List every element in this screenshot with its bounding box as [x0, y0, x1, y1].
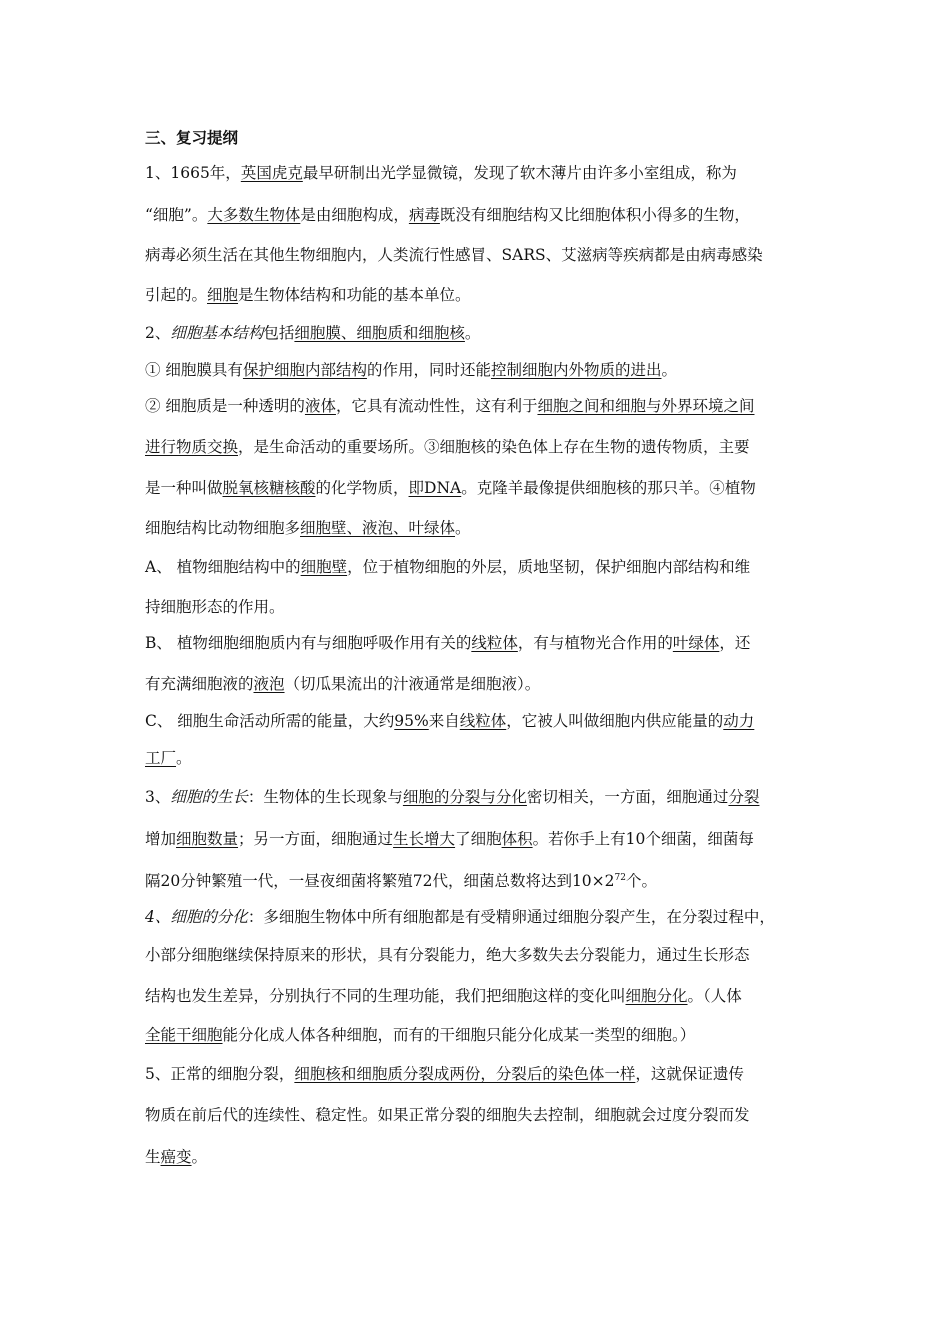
text-line — [145, 871, 657, 891]
text-segment: 增加 — [145, 830, 177, 848]
text-line — [145, 1147, 207, 1167]
underlined-term: 即DNA — [408, 479, 462, 497]
text-segment: ；另一方面，细胞通过 — [238, 830, 394, 848]
text-line — [145, 787, 759, 807]
text-segment: 。 — [464, 324, 481, 342]
text-segment: ：生物体的生长现象与 — [247, 788, 403, 806]
text-line — [145, 245, 763, 265]
underlined-term: 细胞 — [207, 286, 239, 304]
underlined-term: 保护细胞内部结构 — [242, 361, 367, 379]
text-segment: 3、 — [145, 788, 171, 806]
text-line — [145, 1105, 750, 1125]
underlined-term: 全能干细胞 — [145, 1026, 223, 1044]
text-line — [145, 396, 754, 416]
text-line — [145, 360, 677, 380]
text-segment: 个。 — [625, 872, 657, 890]
underlined-term: 体积 — [501, 830, 533, 848]
text-segment: 结构也发生差异，分别执行不同的生理功能，我们把细胞这样的变化叫 — [145, 987, 626, 1005]
text-line — [145, 437, 750, 457]
underlined-term: 脱氧核糖核酸 — [222, 479, 316, 497]
italic-term: 细胞基本结构 — [170, 324, 264, 342]
underlined-term: 线粒体 — [471, 634, 518, 652]
text-segment: ，还 — [719, 634, 751, 652]
text-segment: ，有与植物光合作用的 — [517, 634, 673, 652]
underlined-term: 细胞分化 — [625, 987, 688, 1005]
text-segment: 。 — [176, 749, 192, 767]
underlined-term: 生长增大 — [393, 830, 456, 848]
underlined-term: 病毒 — [408, 206, 440, 224]
underlined-term: 细胞之间和细胞与外界环境之间 — [537, 397, 755, 415]
text-segment: ② 细胞质是一种透明的 — [145, 397, 305, 415]
text-segment: ，它具有流动性性，这有利于 — [335, 397, 538, 415]
text-segment: 小部分细胞继续保持原来的形状，具有分裂能力，绝大多数失去分裂能力，通过生长形态 — [145, 946, 750, 964]
text-segment: 持细胞形态的作用。 — [145, 598, 285, 616]
underlined-term: 线粒体 — [459, 712, 507, 730]
text-segment: A、 植物细胞结构中的 — [145, 558, 301, 576]
text-segment: C、 细胞生命活动所需的能量，大约 — [145, 712, 395, 730]
text-segment: ，位于植物细胞的外层，质地坚韧，保护细胞内部结构和维 — [347, 558, 751, 576]
text-segment: 最早研制出光学显微镜，发现了软木薄片由许多小室组成，称为 — [302, 164, 737, 182]
text-segment: 。若你手上有10个细菌，细菌每 — [532, 830, 754, 848]
text-segment: （切瓜果流出的汁液通常是细胞液）。 — [284, 675, 541, 693]
underlined-term: 大多数生物体 — [207, 206, 301, 224]
text-line — [145, 674, 540, 694]
underlined-term: 英国虎克 — [240, 164, 303, 182]
text-segment: 。 — [455, 519, 471, 537]
text-line — [145, 323, 480, 343]
text-segment: 密切相关，一方面，细胞通过 — [526, 788, 729, 806]
text-line — [145, 711, 754, 731]
underlined-term: 工厂 — [145, 749, 177, 767]
text-segment: 引起的。 — [145, 286, 208, 304]
text-segment: 。（人体 — [687, 987, 742, 1005]
text-line — [145, 518, 471, 538]
underlined-term: 动力 — [723, 712, 755, 730]
text-line — [145, 285, 471, 305]
underlined-term: 进行物质交换 — [145, 438, 239, 456]
underlined-term: 细胞的分裂与分化 — [402, 788, 527, 806]
text-segment: ，是生命活动的重要场所。③细胞核的染色体上存在生物的遗传物质，主要 — [238, 438, 750, 456]
text-line — [145, 597, 285, 617]
underlined-term: 95% — [394, 712, 429, 730]
text-segment: 2、 — [145, 324, 171, 342]
text-line — [145, 557, 750, 577]
text-segment: 的作用，同时还能 — [366, 361, 491, 379]
text-line — [145, 748, 192, 768]
underlined-term: 分裂 — [728, 788, 760, 806]
text-segment: 既没有细胞结构又比细胞体积小得多的生物， — [439, 206, 750, 224]
text-segment: ，这就保证遗传 — [635, 1065, 744, 1083]
text-segment: B、 植物细胞细胞质内有与细胞呼吸作用有关的 — [145, 634, 472, 652]
text-segment: ，它被人叫做细胞内供应能量的 — [506, 712, 724, 730]
text-line — [145, 163, 737, 183]
section-heading: 三、复习提纲 — [145, 128, 239, 147]
text-segment: 是由细胞构成， — [300, 206, 409, 224]
underlined-term: 细胞核和细胞质分裂成两份，分裂后的染色体一样 — [294, 1065, 636, 1083]
underlined-term: 癌变 — [160, 1148, 192, 1166]
text-line — [145, 205, 750, 225]
text-segment: 。 — [661, 361, 677, 379]
text-segment: 是生物体结构和功能的基本单位。 — [238, 286, 471, 304]
text-segment: 。克隆羊最像提供细胞核的那只羊。④植物 — [461, 479, 756, 497]
text-line — [145, 907, 775, 927]
underlined-term: 液泡 — [253, 675, 285, 693]
text-line — [145, 478, 756, 498]
text-segment: 有充满细胞液的 — [145, 675, 254, 693]
text-segment: 。 — [191, 1148, 208, 1166]
text-segment: 的化学物质， — [315, 479, 409, 497]
underlined-term: 细胞壁 — [300, 558, 348, 576]
text-segment: 包括 — [263, 324, 295, 342]
underlined-term: 控制细胞内外物质的进出 — [490, 361, 662, 379]
text-segment: “细胞”。 — [145, 206, 208, 224]
italic-term: 4、细胞的分化 — [145, 908, 248, 926]
text-segment: ：多细胞生物体中所有细胞都是有受精卵通过细胞分裂产生，在分裂过程中， — [247, 908, 775, 926]
text-segment: 隔20分钟繁殖一代，一昼夜细菌将繁殖72代，细菌总数将达到10×2 — [145, 872, 615, 890]
text-segment: 能分化成人体各种细胞，而有的干细胞只能分化成某一类型的细胞。） — [222, 1026, 696, 1044]
text-segment: 1、1665年， — [145, 164, 241, 182]
text-line — [145, 986, 742, 1006]
underlined-term: 细胞数量 — [176, 830, 239, 848]
text-segment: 病毒必须生活在其他生物细胞内，人类流行性感冒、SARS、艾滋病等疾病都是由病毒感染 — [145, 246, 763, 264]
text-segment: 细胞结构比动物细胞多 — [145, 519, 301, 537]
text-segment: 来自 — [428, 712, 460, 730]
superscript: 72 — [614, 873, 626, 883]
underlined-term: 细胞膜、细胞质和细胞核 — [294, 324, 465, 342]
underlined-term: 叶绿体 — [672, 634, 720, 652]
text-segment: 5、正常的细胞分裂， — [145, 1065, 295, 1083]
text-segment: 了细胞 — [455, 830, 502, 848]
text-line — [145, 1025, 695, 1045]
text-line — [145, 945, 750, 965]
italic-term: 细胞的生长 — [170, 788, 248, 806]
text-line — [145, 633, 750, 653]
text-segment: 物质在前后代的连续性、稳定性。如果正常分裂的细胞失去控制，细胞就会过度分裂而发 — [145, 1106, 750, 1124]
text-segment: ① 细胞膜具有 — [145, 361, 243, 379]
text-segment: 生 — [145, 1148, 161, 1166]
text-segment: 是一种叫做 — [145, 479, 223, 497]
underlined-term: 细胞壁、液泡、叶绿体 — [300, 519, 456, 537]
text-line — [145, 1064, 744, 1084]
text-line — [145, 829, 754, 849]
underlined-term: 液体 — [304, 397, 336, 415]
